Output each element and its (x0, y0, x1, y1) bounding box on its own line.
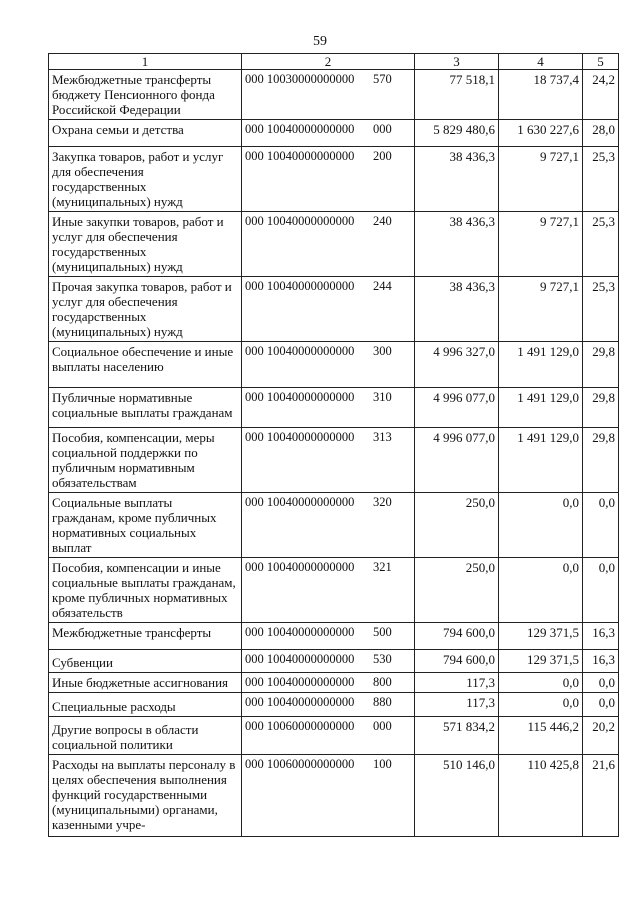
row-name: Охрана семьи и детства (49, 120, 242, 147)
row-percent: 0,0 (583, 558, 619, 623)
table-row (49, 277, 619, 342)
row-code: 000 10040000000000 (245, 495, 355, 509)
row-plan: 250,0 (415, 558, 499, 623)
row-name: Иные закупки товаров, работ и услуг для обеспечения государственных (муниципальных) нужд (49, 212, 242, 277)
header-col-5: 5 (583, 54, 619, 70)
row-plan: 77 518,1 (415, 70, 499, 120)
row-actual: 1 491 129,0 (499, 388, 583, 428)
row-type: 321 (373, 560, 392, 574)
row-actual: 129 371,5 (499, 623, 583, 650)
row-name: Другие вопросы в области социальной политики (49, 717, 242, 755)
row-plan: 250,0 (415, 493, 499, 558)
row-percent: 16,3 (583, 623, 619, 650)
row-code: 000 10040000000000 (245, 695, 355, 709)
row-plan: 4 996 327,0 (415, 342, 499, 388)
table-row (49, 388, 619, 428)
row-actual: 1 491 129,0 (499, 428, 583, 493)
row-name: Расходы на выплаты персоналу в целях обеспечения выполнения функций государственными (муниципальными) органами, казенными учре- (49, 755, 242, 837)
header-row (49, 54, 619, 70)
row-percent: 0,0 (583, 493, 619, 558)
row-percent: 0,0 (583, 673, 619, 693)
row-percent: 16,3 (583, 650, 619, 673)
row-classification (242, 212, 415, 277)
row-actual: 9 727,1 (499, 147, 583, 212)
row-actual: 9 727,1 (499, 277, 583, 342)
row-type: 244 (373, 279, 392, 293)
row-code: 000 10040000000000 (245, 279, 355, 293)
row-type: 313 (373, 430, 392, 444)
table-row (49, 623, 619, 650)
row-percent: 29,8 (583, 342, 619, 388)
table-row (49, 693, 619, 717)
row-name: Пособия, компенсации, меры социальной поддержки по публичным нормативным обязательствам (49, 428, 242, 493)
row-code: 000 10040000000000 (245, 652, 355, 666)
row-type: 800 (373, 675, 392, 689)
row-classification (242, 147, 415, 212)
row-type: 570 (373, 72, 392, 86)
row-classification (242, 342, 415, 388)
header-col-2: 2 (242, 54, 415, 70)
row-type: 530 (373, 652, 392, 666)
row-actual: 129 371,5 (499, 650, 583, 673)
row-code: 000 10060000000000 (245, 719, 355, 733)
row-type: 300 (373, 344, 392, 358)
row-percent: 25,3 (583, 212, 619, 277)
row-actual: 110 425,8 (499, 755, 583, 837)
row-plan: 5 829 480,6 (415, 120, 499, 147)
table-row (49, 70, 619, 120)
row-name: Социальное обеспечение и иные выплаты населению (49, 342, 242, 388)
row-code: 000 10040000000000 (245, 675, 355, 689)
row-name: Прочая закупка товаров, работ и услуг для обеспечения государственных (муниципальных) нужд (49, 277, 242, 342)
row-plan: 510 146,0 (415, 755, 499, 837)
row-actual: 0,0 (499, 673, 583, 693)
row-type: 500 (373, 625, 392, 639)
row-classification (242, 650, 415, 673)
row-classification (242, 717, 415, 755)
table-row (49, 428, 619, 493)
table-row (49, 558, 619, 623)
row-name: Пособия, компенсации и иные социальные выплаты гражданам, кроме публичных нормативных обязательств (49, 558, 242, 623)
row-plan: 38 436,3 (415, 277, 499, 342)
row-actual: 0,0 (499, 693, 583, 717)
header-col-4: 4 (499, 54, 583, 70)
header-col-3: 3 (415, 54, 499, 70)
table-row (49, 342, 619, 388)
header-col-1: 1 (49, 54, 242, 70)
row-classification (242, 558, 415, 623)
row-percent: 28,0 (583, 120, 619, 147)
row-plan: 38 436,3 (415, 212, 499, 277)
row-actual: 115 446,2 (499, 717, 583, 755)
row-code: 000 10040000000000 (245, 214, 355, 228)
row-type: 310 (373, 390, 392, 404)
row-name: Иные бюджетные ассигнования (49, 673, 242, 693)
row-code: 000 10040000000000 (245, 625, 355, 639)
row-name: Субвенции (49, 650, 242, 673)
row-type: 320 (373, 495, 392, 509)
row-type: 200 (373, 149, 392, 163)
row-plan: 117,3 (415, 693, 499, 717)
row-type: 000 (373, 719, 392, 733)
row-plan: 38 436,3 (415, 147, 499, 212)
table-row (49, 755, 619, 837)
row-name: Публичные нормативные социальные выплаты гражданам (49, 388, 242, 428)
row-classification (242, 623, 415, 650)
row-type: 100 (373, 757, 392, 771)
row-percent: 29,8 (583, 428, 619, 493)
row-type: 000 (373, 122, 392, 136)
row-actual: 1 630 227,6 (499, 120, 583, 147)
row-code: 000 10040000000000 (245, 149, 355, 163)
row-code: 000 10030000000000 (245, 72, 355, 86)
row-plan: 571 834,2 (415, 717, 499, 755)
row-percent: 21,6 (583, 755, 619, 837)
row-classification (242, 693, 415, 717)
row-classification (242, 70, 415, 120)
table-row (49, 120, 619, 147)
row-code: 000 10040000000000 (245, 122, 355, 136)
row-code: 000 10040000000000 (245, 430, 355, 444)
row-code: 000 10040000000000 (245, 390, 355, 404)
row-actual: 0,0 (499, 493, 583, 558)
row-classification (242, 493, 415, 558)
row-classification (242, 673, 415, 693)
row-actual: 0,0 (499, 558, 583, 623)
page-number: 59 (313, 34, 327, 49)
row-name: Социальные выплаты гражданам, кроме публичных нормативных социальных выплат (49, 493, 242, 558)
row-percent: 29,8 (583, 388, 619, 428)
row-plan: 794 600,0 (415, 650, 499, 673)
row-plan: 4 996 077,0 (415, 428, 499, 493)
row-code: 000 10060000000000 (245, 757, 355, 771)
table-row (49, 493, 619, 558)
row-percent: 20,2 (583, 717, 619, 755)
row-name: Межбюджетные трансферты (49, 623, 242, 650)
row-type: 880 (373, 695, 392, 709)
table-row (49, 650, 619, 673)
row-actual: 1 491 129,0 (499, 342, 583, 388)
row-name: Закупка товаров, работ и услуг для обеспечения государственных (муниципальных) нужд (49, 147, 242, 212)
row-code: 000 10040000000000 (245, 560, 355, 574)
row-classification (242, 428, 415, 493)
table-row (49, 673, 619, 693)
row-plan: 4 996 077,0 (415, 388, 499, 428)
row-classification (242, 277, 415, 342)
row-actual: 9 727,1 (499, 212, 583, 277)
row-plan: 117,3 (415, 673, 499, 693)
row-percent: 25,3 (583, 147, 619, 212)
row-plan: 794 600,0 (415, 623, 499, 650)
row-code: 000 10040000000000 (245, 344, 355, 358)
table-row (49, 212, 619, 277)
row-percent: 25,3 (583, 277, 619, 342)
row-percent: 0,0 (583, 693, 619, 717)
row-classification (242, 120, 415, 147)
row-classification (242, 388, 415, 428)
table-row (49, 717, 619, 755)
row-name: Межбюджетные трансферты бюджету Пенсионного фонда Российской Федерации (49, 70, 242, 120)
table-row (49, 147, 619, 212)
row-actual: 18 737,4 (499, 70, 583, 120)
budget-table (48, 53, 619, 837)
row-type: 240 (373, 214, 392, 228)
row-percent: 24,2 (583, 70, 619, 120)
row-classification (242, 755, 415, 837)
row-name: Специальные расходы (49, 693, 242, 717)
